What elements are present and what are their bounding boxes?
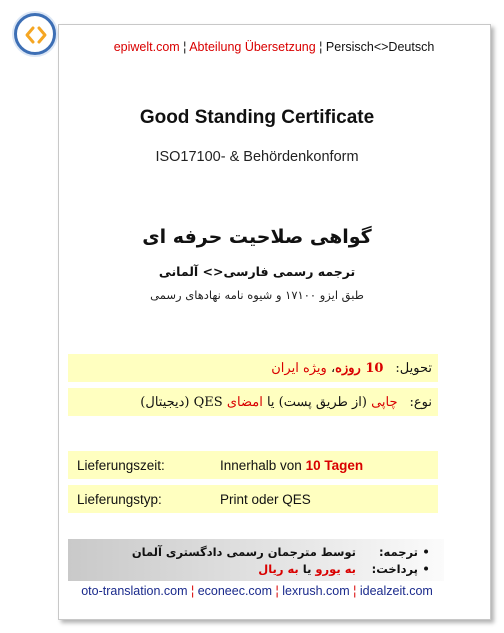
- translation-text: توسط مترجمان رسمی دادگستری آلمان: [131, 544, 356, 559]
- persian-type-via-post: (از طریق پست) یا: [262, 394, 372, 410]
- persian-type-rest: QES (دیجیتال): [140, 394, 227, 410]
- payment-or: یا: [298, 561, 316, 576]
- bullet-icon: •: [422, 544, 430, 559]
- persian-delivery-label: تحویل:: [395, 360, 432, 376]
- footer-sep: ¦: [272, 584, 283, 598]
- persian-type-printed: چاپی: [371, 394, 398, 410]
- translation-line: [68, 543, 434, 560]
- bullet-icon: •: [422, 561, 430, 576]
- payment-line: [68, 560, 434, 577]
- subtitle-english: ISO17100- & Behördenkonform: [155, 149, 359, 165]
- german-delivery-prefix: Innerhalb von: [220, 457, 306, 473]
- german-type-label: Lieferungstyp:: [77, 491, 162, 507]
- header-sep: ¦: [179, 40, 190, 54]
- persian-delivery-special: ویژه ایران: [271, 360, 327, 376]
- footer-sep: ¦: [349, 584, 360, 598]
- header-site-link[interactable]: epiwelt.com: [113, 40, 180, 54]
- header-line: [60, 40, 488, 54]
- german-delivery-label: Lieferungszeit:: [77, 457, 165, 473]
- payment-label: پرداخت:: [371, 561, 418, 576]
- german-type-value: Print oder QES: [220, 491, 311, 507]
- payment-rial: به ریال: [258, 561, 299, 576]
- persian-type-signature: امضای: [226, 394, 263, 410]
- translation-label: ترجمه:: [378, 544, 418, 559]
- footer-link-oto-translation[interactable]: oto-translation.com: [81, 584, 188, 598]
- footer-link-econeec[interactable]: econeec.com: [197, 584, 273, 598]
- footer-links: [60, 584, 454, 598]
- german-delivery-days: 10 Tagen: [305, 457, 364, 473]
- header-sep: ¦: [315, 40, 326, 54]
- persian-delivery-comma: ،: [326, 360, 336, 376]
- german-type-row: [68, 485, 438, 513]
- header-languages: Persisch<>Deutsch: [325, 40, 435, 54]
- persian-delivery-days: 10 روزه: [335, 360, 384, 376]
- title-persian: گواهی صلاحیت حرفه ای: [142, 226, 372, 248]
- footer-sep: ¦: [187, 584, 198, 598]
- footer-link-lexrush[interactable]: lexrush.com: [282, 584, 350, 598]
- translation-payment-box: [68, 539, 444, 581]
- persian-type-row: [68, 388, 438, 416]
- persian-type-label: نوع:: [409, 394, 432, 410]
- payment-euro: به یورو: [315, 561, 356, 576]
- persian-delivery-row: [68, 354, 438, 382]
- title-english: Good Standing Certificate: [139, 107, 375, 128]
- subtitle-persian-standard: طبق ایزو ۱۷۱۰۰ و شیوه نامه نهادهای رسمی: [150, 288, 364, 302]
- german-delivery-row: [68, 451, 438, 479]
- header-department: Abteilung Übersetzung: [189, 40, 316, 54]
- subtitle-persian: ترجمه رسمی فارسی<> آلمانی: [158, 264, 356, 279]
- code-brackets-icon: [25, 25, 47, 45]
- footer-link-idealzeit[interactable]: idealzeit.com: [359, 584, 433, 598]
- logo: [14, 13, 56, 55]
